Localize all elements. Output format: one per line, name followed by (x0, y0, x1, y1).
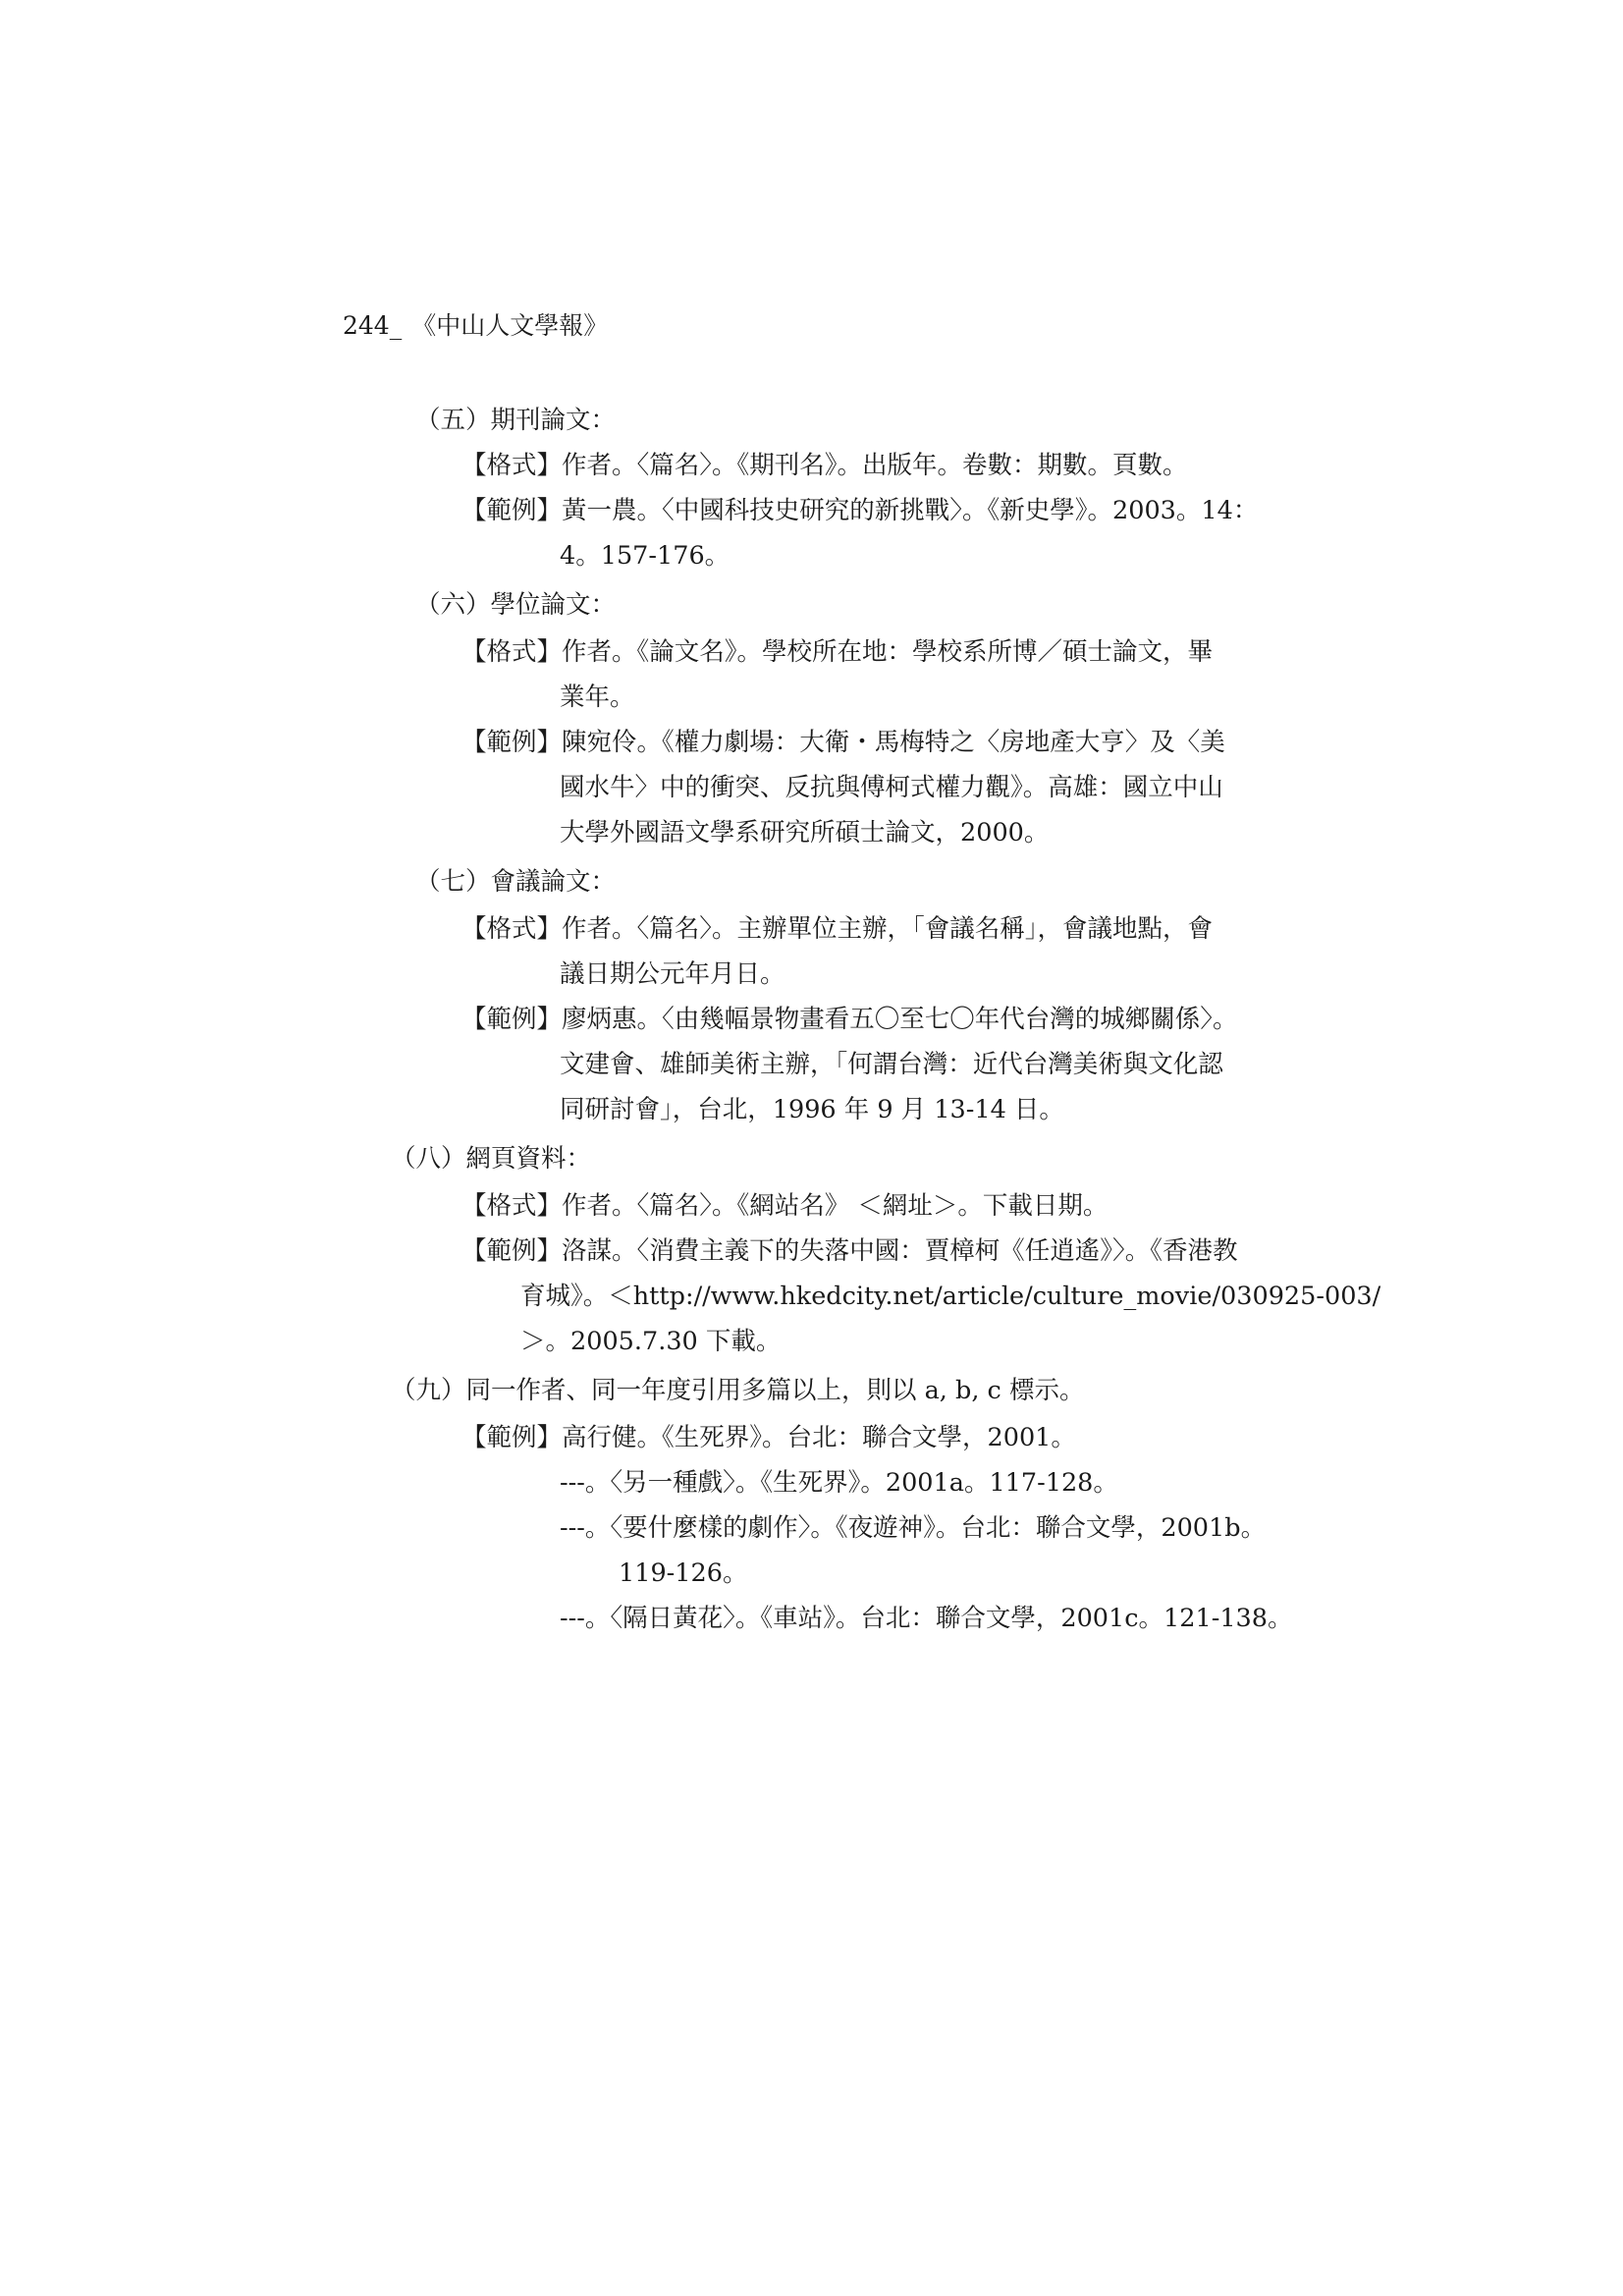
example-entry-2001c: ---。〈隔日黃花〉。《車站》。台北：聯合文學，2001c。121-138。 (560, 1604, 1293, 1633)
section-heading-same-author-year: （九）同一作者、同一年度引用多篇以上，則以 a, b, c 標示。 (391, 1376, 1085, 1405)
example-continuation-conference-1: 文建會、雄師美術主辦，「何謂台灣：近代台灣美術與文化認 (560, 1050, 1223, 1079)
example-entry-2001b: ---。〈要什麼樣的劇作〉。《夜遊神》。台北：聯合文學，2001b。 (560, 1513, 1267, 1543)
example-entry-2001a: ---。〈另一種戲〉。《生死界》。2001a。117-128。 (560, 1468, 1118, 1498)
section-heading-web-resources: （八）網頁資料： (391, 1144, 592, 1174)
example-entry-2001b-pages: 119-126。 (619, 1558, 748, 1588)
example-continuation-web-1: 育城》。＜http://www.hkedcity.net/article/culture_movie/030925-003/ (520, 1282, 1381, 1311)
example-continuation-web-2: ＞。2005.7.30 下載。 (520, 1327, 782, 1356)
example-line-web-resources: 【範例】洛謀。〈消費主義下的失落中國：賈樟柯《任逍遙》〉。《香港教 (461, 1236, 1238, 1266)
format-line-journal-articles: 【格式】作者。〈篇名〉。《期刊名》。出版年。卷數：期數。頁數。 (461, 451, 1188, 480)
example-line-journal-articles: 【範例】黃一農。〈中國科技史研究的新挑戰〉。《新史學》。2003。14： (461, 496, 1259, 525)
example-line-same-author-year: 【範例】高行健。《生死界》。台北：聯合文學，2001。 (461, 1423, 1076, 1452)
section-heading-theses: （六）學位論文： (415, 590, 617, 620)
format-line-conference-papers: 【格式】作者。〈篇名〉。主辦單位主辦，「會議名稱」，會議地點，會 (461, 914, 1214, 944)
format-line-theses: 【格式】作者。《論文名》。學校所在地：學校系所博／碩士論文，畢 (461, 637, 1214, 667)
example-continuation-journal-articles: 4。157-176。 (560, 541, 730, 571)
section-heading-conference-papers: （七）會議論文： (415, 867, 617, 897)
format-continuation-theses: 業年。 (560, 683, 635, 712)
section-heading-journal-articles: （五）期刊論文： (415, 406, 617, 435)
example-continuation-theses-1: 國水牛〉中的衝突、反抗與傅柯式權力觀》。高雄：國立中山 (560, 773, 1223, 802)
page-number: 244_ (343, 311, 403, 340)
format-continuation-conference-papers: 議日期公元年月日。 (560, 959, 785, 989)
running-header (343, 306, 608, 346)
example-line-conference-papers: 【範例】廖炳惠。〈由幾幅景物畫看五〇至七〇年代台灣的城鄉關係〉。 (461, 1005, 1238, 1034)
format-line-web-resources: 【格式】作者。〈篇名〉。《網站名》 ＜網址＞。下載日期。 (461, 1191, 1109, 1221)
journal-title: 《中山人文學報》 (411, 311, 609, 340)
example-continuation-theses-2: 大學外國語文學系研究所碩士論文，2000。 (560, 818, 1050, 847)
example-continuation-conference-2: 同研討會」，台北，1996 年 9 月 13-14 日。 (560, 1095, 1064, 1124)
example-line-theses: 【範例】陳宛伶。《權力劇場：大衛・馬梅特之〈房地產大亨〉及〈美 (461, 728, 1225, 757)
